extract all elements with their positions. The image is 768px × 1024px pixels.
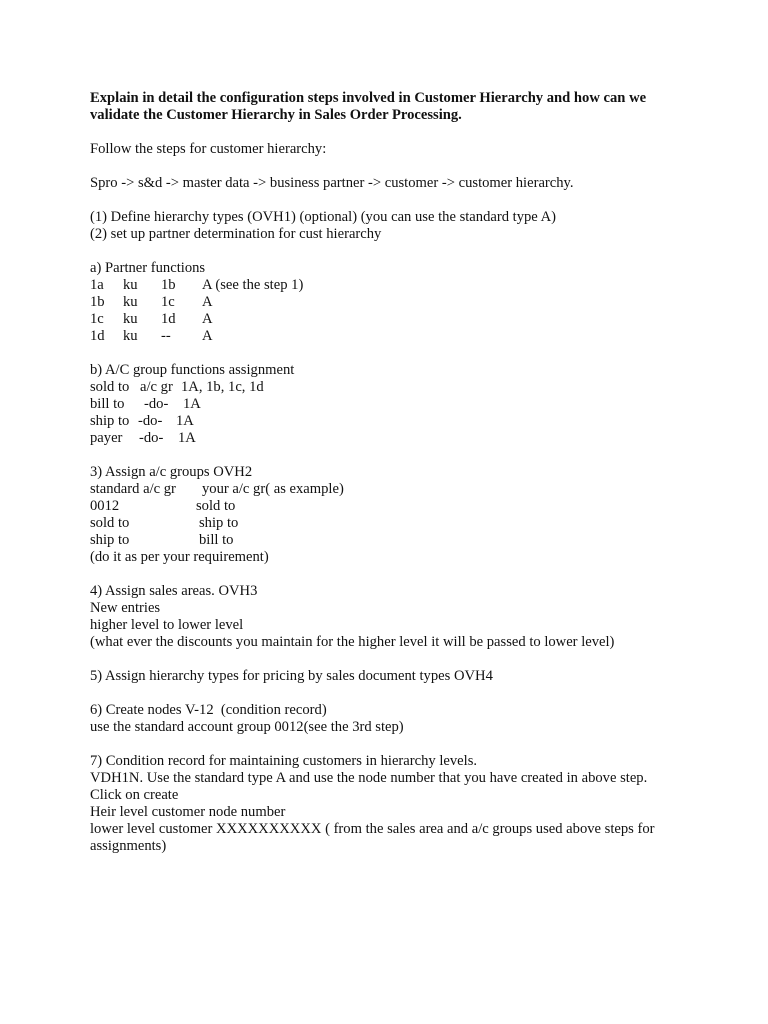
- document-title-line-2: validate the Customer Hierarchy in Sales Order Processing.: [90, 107, 462, 123]
- step-3-note: (do it as per your requirement): [90, 549, 269, 565]
- table-row: [90, 498, 690, 515]
- table-cell: ku: [123, 328, 138, 344]
- step-7-line-4: lower level customer XXXXXXXXXX ( from the sales area and a/c groups used above steps for: [90, 821, 655, 837]
- step-7-line-1: VDH1N. Use the standard type A and use the node number that you have created in above step.: [90, 770, 648, 786]
- document-page: [90, 90, 690, 855]
- table-row: [90, 532, 690, 549]
- table-cell: ku: [123, 311, 138, 327]
- step-4-heading: 4) Assign sales areas. OVH3: [90, 583, 258, 599]
- table-row: [90, 481, 690, 498]
- config-path: Spro -> s&d -> master data -> business partner -> customer -> customer hierarchy.: [90, 175, 574, 191]
- table-cell: ship to: [199, 515, 239, 531]
- table-cell: 1b: [161, 277, 176, 293]
- step-7-heading: 7) Condition record for maintaining customers in hierarchy levels.: [90, 753, 478, 769]
- table-cell: payer: [90, 430, 123, 446]
- table-row: [90, 379, 690, 396]
- step-5: 5) Assign hierarchy types for pricing by sales document types OVH4: [90, 668, 493, 684]
- intro-text: Follow the steps for customer hierarchy:: [90, 141, 327, 157]
- table-cell: -do-: [138, 413, 163, 429]
- table-cell: A: [202, 311, 213, 327]
- table-cell: 1d: [161, 311, 176, 327]
- step-3-table: [90, 481, 690, 549]
- table-cell: 1d: [90, 328, 105, 344]
- table-cell: A (see the step 1): [202, 277, 304, 293]
- table-cell: 1a: [90, 277, 104, 293]
- table-row: [90, 413, 690, 430]
- table-cell: sold to: [90, 515, 130, 531]
- ac-group-heading: b) A/C group functions assignment: [90, 362, 295, 378]
- table-cell: 1c: [90, 311, 104, 327]
- table-cell: sold to: [196, 498, 236, 514]
- table-cell: 1A, 1b, 1c, 1d: [181, 379, 264, 395]
- step-7-line-3: Heir level customer node number: [90, 804, 286, 820]
- table-cell: a/c gr: [140, 379, 173, 395]
- table-row: [90, 430, 690, 447]
- table-row: [90, 328, 690, 345]
- table-cell: sold to: [90, 379, 130, 395]
- table-cell: -do-: [144, 396, 169, 412]
- document-title-line-1: Explain in detail the configuration steps involved in Customer Hierarchy and how can we: [90, 90, 647, 106]
- table-cell: 1A: [183, 396, 201, 412]
- step-6-line-1: use the standard account group 0012(see the 3rd step): [90, 719, 404, 735]
- table-cell: A: [202, 328, 213, 344]
- table-cell: bill to: [199, 532, 234, 548]
- step-4-line-1: New entries: [90, 600, 161, 616]
- table-cell: ship to: [90, 413, 130, 429]
- table-cell: -do-: [139, 430, 164, 446]
- table-cell: ship to: [90, 532, 130, 548]
- table-cell: 1A: [176, 413, 194, 429]
- step-4-line-3: (what ever the discounts you maintain for the higher level it will be passed to lower level): [90, 634, 615, 650]
- partner-functions-table: [90, 277, 690, 345]
- table-cell: your a/c gr( as example): [202, 481, 344, 497]
- table-cell: ku: [123, 294, 138, 310]
- step-3-heading: 3) Assign a/c groups OVH2: [90, 464, 253, 480]
- step-2: (2) set up partner determination for cust hierarchy: [90, 226, 382, 242]
- step-4-line-2: higher level to lower level: [90, 617, 244, 633]
- step-7-line-2: Click on create: [90, 787, 179, 803]
- step-6-heading: 6) Create nodes V-12 (condition record): [90, 702, 327, 718]
- table-cell: bill to: [90, 396, 125, 412]
- table-cell: standard a/c gr: [90, 481, 176, 497]
- step-7-line-5: assignments): [90, 838, 167, 854]
- table-row: [90, 515, 690, 532]
- table-cell: 1b: [90, 294, 105, 310]
- table-row: [90, 294, 690, 311]
- ac-group-table: [90, 379, 690, 447]
- step-1: (1) Define hierarchy types (OVH1) (optional) (you can use the standard type A): [90, 209, 557, 225]
- table-cell: A: [202, 294, 213, 310]
- table-cell: 1c: [161, 294, 175, 310]
- table-row: [90, 396, 690, 413]
- partner-functions-heading: a) Partner functions: [90, 260, 206, 276]
- table-cell: 1A: [178, 430, 196, 446]
- table-row: [90, 311, 690, 328]
- table-cell: --: [161, 328, 171, 344]
- table-cell: ku: [123, 277, 138, 293]
- table-cell: 0012: [90, 498, 120, 514]
- table-row: [90, 277, 690, 294]
